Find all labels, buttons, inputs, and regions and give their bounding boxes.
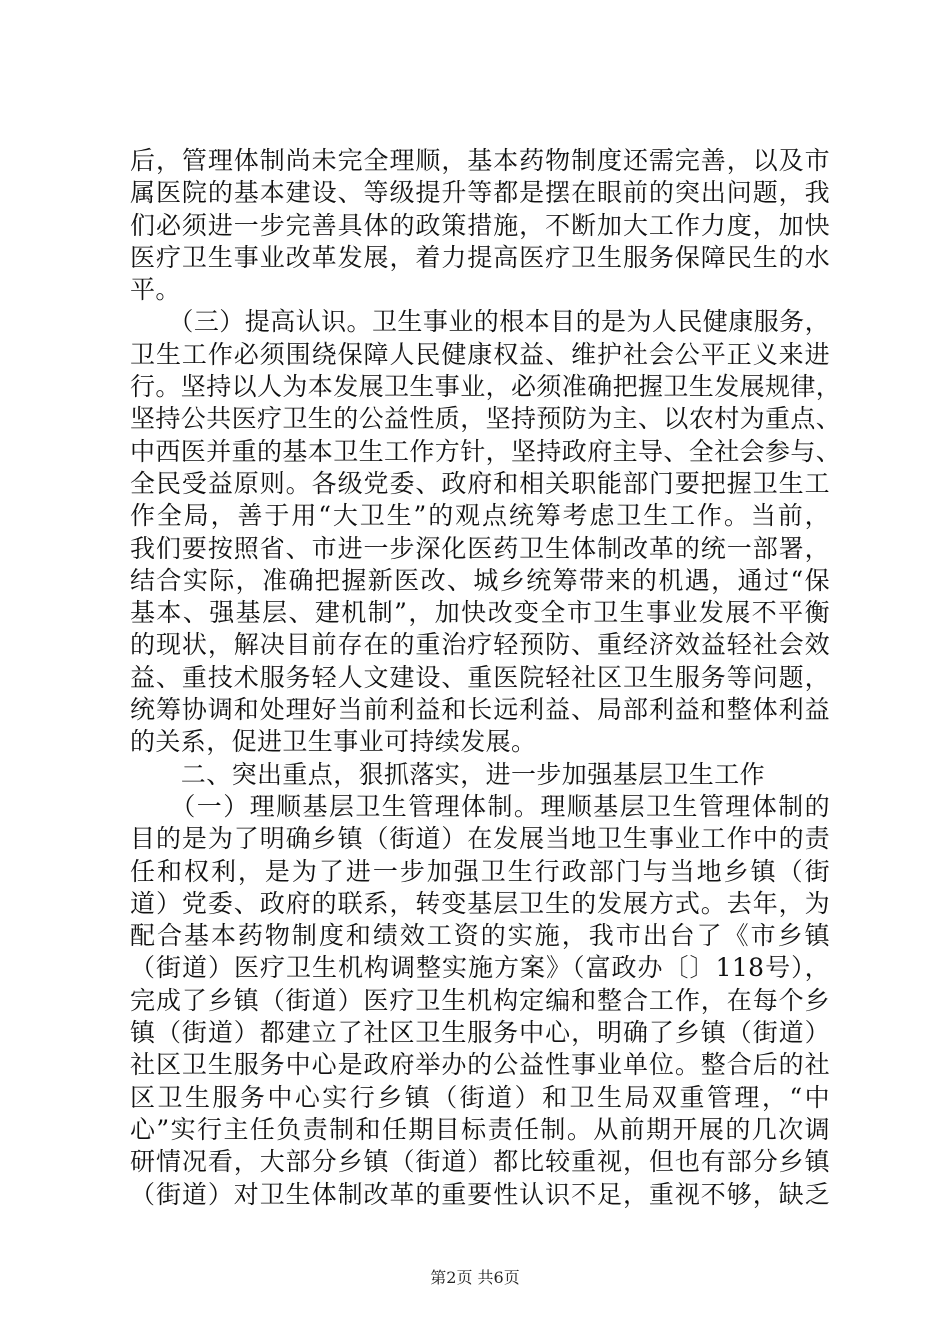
text-line: 心”实行主任负责制和任期目标责任制。从前期开展的几次调 — [130, 1114, 830, 1144]
text-line: 行。坚持以人为本发展卫生事业，必须准确把握卫生发展规律， — [130, 372, 842, 402]
text-line: 平。 — [130, 275, 181, 305]
text-line: 属医院的基本建设、等级提升等都是摆在眼前的突出问题，我 — [130, 178, 830, 208]
text-line: 益、重技术服务轻人文建设、重医院轻社区卫生服务等问题， — [130, 662, 830, 692]
text-line: 医疗卫生事业改革发展，着力提高医疗卫生服务保障民生的水 — [130, 242, 830, 272]
text-line: 们必须进一步完善具体的政策措施，不断加大工作力度，加快 — [130, 210, 830, 240]
text-line: 卫生工作必须围绕保障人民健康权益、维护社会公平正义来进 — [130, 339, 830, 369]
text-line: 作全局，善于用“大卫生”的观点统筹考虑卫生工作。当前， — [130, 501, 830, 531]
text-line: 后，管理体制尚未完全理顺，基本药物制度还需完善，以及市 — [130, 146, 830, 175]
text-line: （一）理顺基层卫生管理体制。理顺基层卫生管理体制的 — [130, 791, 830, 821]
text-line: （街道）医疗卫生机构调整实施方案》（富政办〔〕118号）， — [130, 953, 830, 983]
text-line: 目的是为了明确乡镇（街道）在发展当地卫生事业工作中的责 — [130, 824, 830, 854]
text-line: 二、突出重点，狠抓落实，进一步加强基层卫生工作 — [130, 759, 766, 789]
text-line: 社区卫生服务中心是政府举办的公益性事业单位。整合后的社 — [130, 1050, 830, 1080]
text-line: 镇（街道）都建立了社区卫生服务中心，明确了乡镇（街道） — [130, 1018, 830, 1048]
text-line: 我们要按照省、市进一步深化医药卫生体制改革的统一部署， — [130, 533, 830, 563]
text-line: （三）提高认识。卫生事业的根本目的是为人民健康服务， — [130, 307, 830, 337]
text-line: 的现状，解决目前存在的重治疗轻预防、重经济效益轻社会效 — [130, 630, 830, 660]
page-footer: 第2页 共6页 — [430, 1268, 520, 1287]
text-line: 统筹协调和处理好当前利益和长远利益、局部利益和整体利益 — [130, 695, 830, 725]
text-line: 研情况看，大部分乡镇（街道）都比较重视，但也有部分乡镇 — [130, 1147, 830, 1177]
text-line: 结合实际，准确把握新医改、城乡统筹带来的机遇，通过“保 — [130, 565, 830, 595]
body-text — [130, 145, 842, 1211]
text-line: 中西医并重的基本卫生工作方针，坚持政府主导、全社会参与、 — [130, 436, 842, 466]
text-line: 基本、强基层、建机制”，加快改变全市卫生事业发展不平衡 — [130, 598, 830, 628]
text-line: （街道）对卫生体制改革的重要性认识不足，重视不够，缺乏 — [130, 1179, 830, 1209]
text-line: 配合基本药物制度和绩效工资的实施，我市出台了《市乡镇 — [130, 921, 830, 951]
text-line: 的关系，促进卫生事业可持续发展。 — [130, 727, 537, 757]
text-line: 道）党委、政府的联系，转变基层卫生的发展方式。去年，为 — [130, 888, 830, 918]
text-line: 全民受益原则。各级党委、政府和相关职能部门要把握卫生工 — [130, 468, 830, 498]
text-line: 完成了乡镇（街道）医疗卫生机构定编和整合工作，在每个乡 — [130, 985, 830, 1015]
text-line: 任和权利，是为了进一步加强卫生行政部门与当地乡镇（街 — [130, 856, 830, 886]
text-line: 坚持公共医疗卫生的公益性质，坚持预防为主、以农村为重点、 — [130, 404, 842, 434]
text-line: 区卫生服务中心实行乡镇（街道）和卫生局双重管理，“中 — [130, 1082, 830, 1112]
